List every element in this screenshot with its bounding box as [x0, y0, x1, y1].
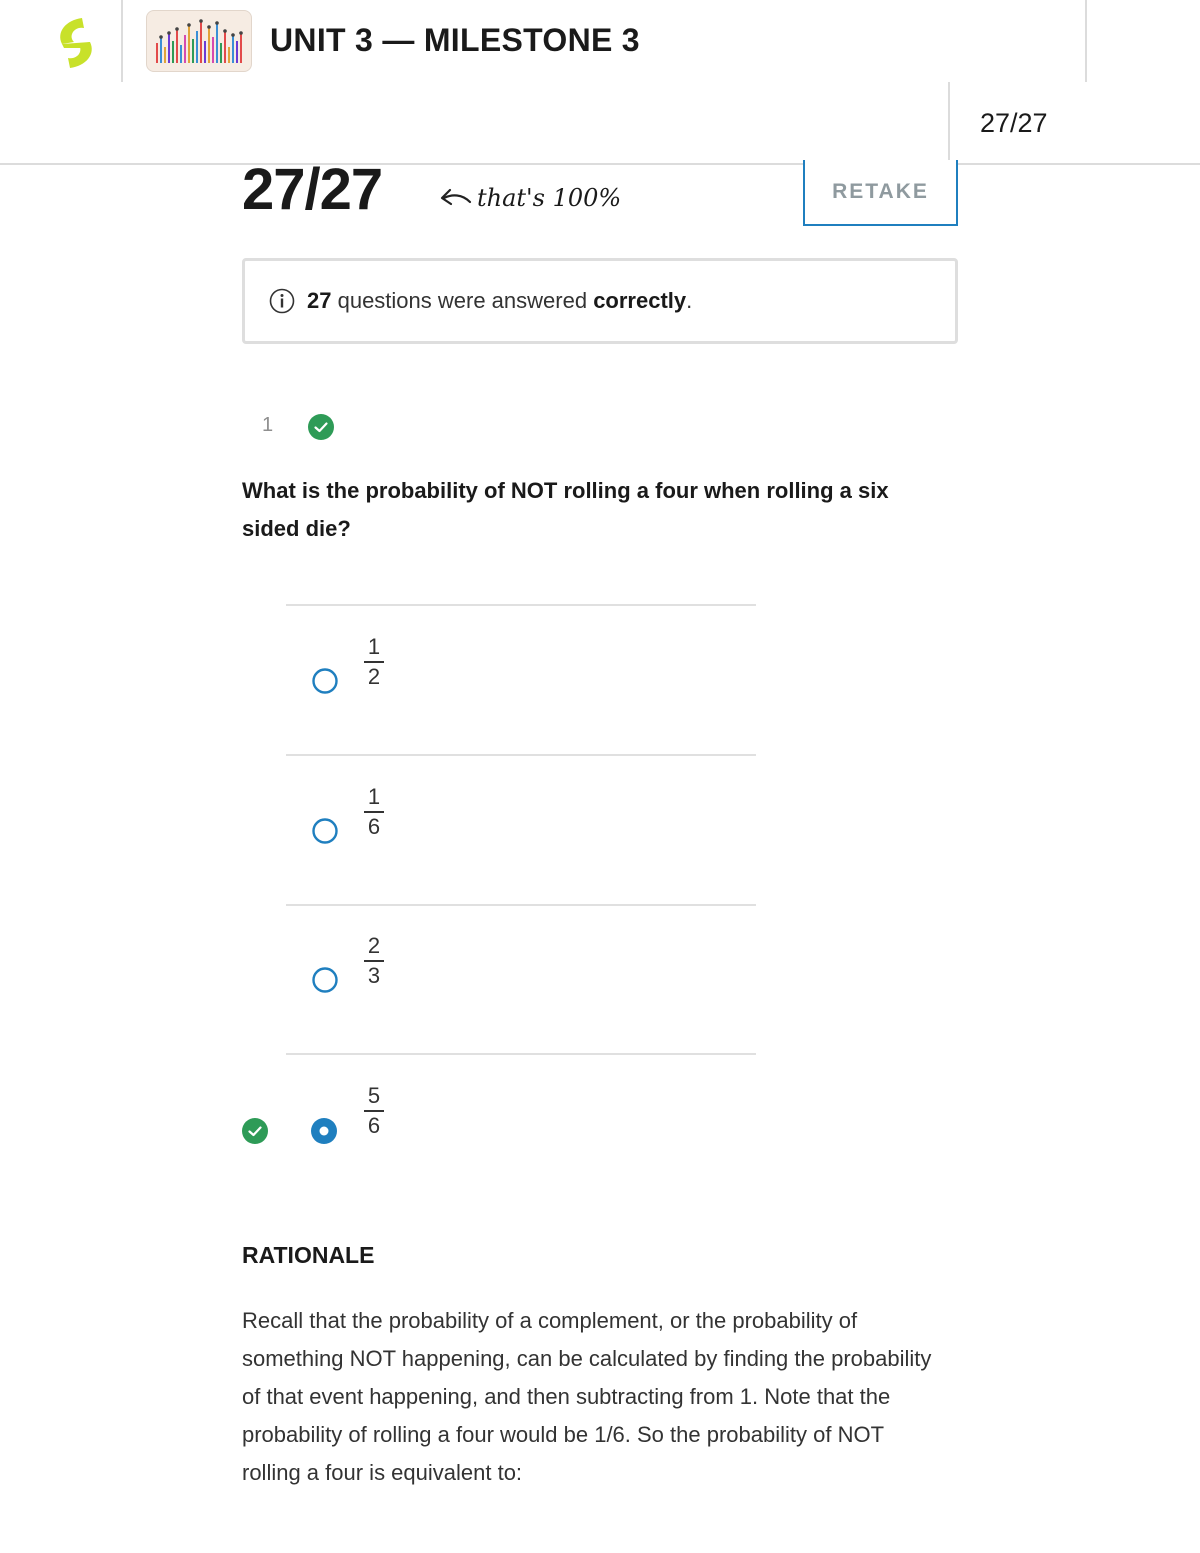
- option-3-denominator: 3: [367, 963, 381, 988]
- option-4-denominator: 6: [367, 1113, 381, 1138]
- info-bold: correctly: [593, 288, 687, 313]
- option-1-numerator: 1: [367, 634, 381, 659]
- rationale-text: Recall that the probability of a complement, or the probability of something NOT happening, can be calculated by finding the probability of that event happening, and then subtracting from 1. Note that the probability of rolling a four would be 1/6. So the probability of NOT rolling a four is equivalent to:: [242, 1308, 932, 1485]
- radio-option-3[interactable]: [312, 967, 338, 993]
- option-3-fraction: [362, 933, 386, 989]
- rationale-heading: RATIONALE: [242, 1242, 375, 1268]
- option-divider: [286, 604, 756, 606]
- retake-button[interactable]: RETAKE: [803, 160, 958, 226]
- option-4-fraction: [362, 1083, 386, 1139]
- info-count: 27: [307, 288, 332, 313]
- question-text: What is the probability of NOT rolling a four when rolling a six sided die?: [242, 478, 889, 541]
- info-icon: [269, 288, 295, 314]
- option-divider: [286, 1053, 756, 1055]
- radio-option-4-selected[interactable]: [311, 1118, 337, 1144]
- fraction-bar: [364, 811, 384, 813]
- course-thumbnail: [146, 10, 252, 72]
- bar-pattern-icon: [147, 11, 251, 71]
- header-bottom-border: [0, 163, 1200, 165]
- fraction-bar: [364, 1110, 384, 1112]
- info-text: questions were answered: [331, 288, 594, 313]
- check-circle-icon: [308, 414, 334, 440]
- option-1-fraction: [362, 634, 386, 690]
- arrow-left-icon: [438, 184, 474, 212]
- option-2-denominator: 6: [367, 814, 381, 839]
- header-right-divider: [1085, 0, 1087, 82]
- fraction-bar: [364, 960, 384, 962]
- option-2-numerator: 1: [367, 784, 381, 809]
- option-divider: [286, 904, 756, 906]
- header-divider: [121, 0, 123, 82]
- option-divider: [286, 754, 756, 756]
- option-3-numerator: 2: [367, 933, 381, 958]
- option-4-numerator: 5: [367, 1083, 381, 1108]
- score-total: 27/27: [242, 157, 383, 222]
- info-end: .: [686, 288, 693, 313]
- correct-answer-check-icon: [242, 1118, 268, 1144]
- question-number: 1: [262, 414, 274, 436]
- page-title: UNIT 3 — MILESTONE 3: [270, 22, 640, 58]
- radio-option-1[interactable]: [312, 668, 338, 694]
- score-annotation: that's 100%: [477, 184, 622, 212]
- sophia-logo-icon[interactable]: [52, 14, 100, 72]
- result-info-box: [242, 258, 958, 344]
- score-panel-divider: [948, 82, 950, 164]
- score-corner: 27/27: [980, 108, 1048, 138]
- radio-option-2[interactable]: [312, 818, 338, 844]
- option-1-denominator: 2: [367, 664, 381, 689]
- fraction-bar: [364, 661, 384, 663]
- option-2-fraction: [362, 784, 386, 840]
